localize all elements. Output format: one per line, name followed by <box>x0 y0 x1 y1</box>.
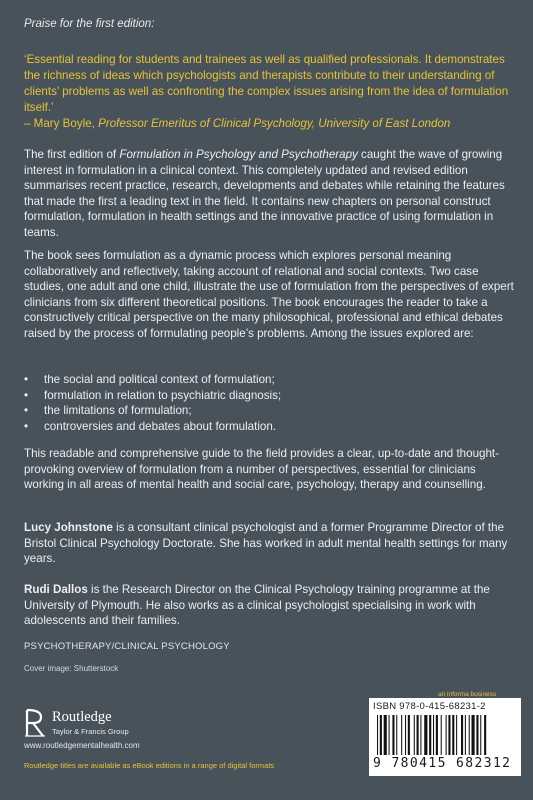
barcode-bar <box>469 715 470 755</box>
quote-attribution <box>24 116 514 132</box>
isbn-text: ISBN 978-0-415-68231-2 <box>373 701 486 712</box>
barcode-digits: 9 780415 682312 <box>373 756 512 771</box>
barcode-bar <box>380 715 382 755</box>
barcode-bar <box>401 715 402 755</box>
list-item: • formulation in relation to psychiatric diagnosis; <box>24 388 504 404</box>
list-item: • the social and political context of formulation; <box>24 372 504 388</box>
ebook-note: Routledge titles are available as eBook editions in a range of digital formats <box>24 761 275 770</box>
summary-paragraph: This readable and comprehensive guide to the field provides a clear, up-to-date and thought-provoking overview of formulation from a number of perspectives, essential for clinicians working in all areas of mental health and social care, psychology, therapy and counselling. <box>24 447 500 492</box>
subject-category: PSYCHOTHERAPY/CLINICAL PSYCHOLOGY <box>24 641 230 652</box>
intro-text-start: The first edition of <box>24 148 120 161</box>
informa-tagline: an informa business <box>438 691 497 698</box>
list-item: • the limitations of formulation; <box>24 403 504 419</box>
author-name: Lucy Johnstone <box>24 521 113 534</box>
author-bio-text: is the Research Director on the Clinical Psychology training programme at the University of Plymouth. He also works as a clinical psychologist specialising in work with adolescents and their families. <box>24 583 490 628</box>
barcode-bar <box>456 715 457 755</box>
attribution-title: Professor Emeritus of Clinical Psychology, University of East London <box>98 117 451 130</box>
barcode-bar <box>424 715 427 755</box>
author-name: Rudi Dallos <box>24 583 88 596</box>
publisher-website[interactable]: www.routledgementalhealth.com <box>24 741 140 750</box>
routledge-logo-icon <box>24 708 46 738</box>
barcode-bar <box>405 715 406 755</box>
barcode-bar <box>436 715 438 755</box>
intro-text-end: caught the wave of growing interest in formulation in a clinical context. This completely updated and revised edition summarises recent practice, research, developments and debates while retaining the features that made the first a leading text in the field. It contains new chapters on personal construct formulation, formulation in health settings and the innovative practice of using formulation in teams. <box>24 148 505 239</box>
barcode-bar <box>452 715 454 755</box>
book-title: Formulation in Psychology and Psychotherapy <box>119 148 358 161</box>
list-item: • controversies and debates about formulation. <box>24 419 504 435</box>
barcode <box>369 698 521 776</box>
barcode-bar <box>441 715 442 755</box>
issues-list <box>24 372 504 434</box>
barcode-bar <box>448 715 450 755</box>
attribution-name: – Mary Boyle, <box>24 117 99 130</box>
barcode-bars <box>375 715 515 755</box>
publisher-group: Taylor & Francis Group <box>52 727 129 736</box>
barcode-bar <box>484 715 486 755</box>
barcode-bar <box>472 715 475 755</box>
cover-credit: Cover image: Shutterstock <box>24 664 119 673</box>
barcode-bar <box>476 715 478 755</box>
barcode-bar <box>377 715 378 755</box>
barcode-bar <box>446 715 447 755</box>
barcode-bar <box>396 715 397 755</box>
quote-text: ‘Essential reading for students and trainees as well as qualified professionals. It demonstrates the richness of ideas which psychologists and therapists contribute to their understanding of clients’ problems as well as confronting the complex issues arising from the idea of formulation itself.’ <box>24 53 509 114</box>
barcode-bar <box>461 715 463 755</box>
barcode-bar <box>420 715 421 755</box>
review-quote <box>24 52 514 132</box>
barcode-bar <box>389 715 390 755</box>
author-bio-dallos <box>24 582 516 629</box>
barcode-bar <box>414 715 415 755</box>
author-bio-johnstone <box>24 520 516 567</box>
description-paragraph: The book sees formulation as a dynamic process which explores personal meaning collaboratively and reflectively, taking account of relational and social contexts. Two case studies, one adult and one child, illustrate the use of formulation from the perspectives of expert clinicians from six different theoretical positions. The book encourages the reader to take a constructively critical perspective on the many philosophical, professional and ethical debates raised by the process of formulating people’s problems. Among the issues explored are: <box>24 249 514 340</box>
barcode-bar <box>429 715 431 755</box>
barcode-bar <box>384 715 387 755</box>
intro-paragraph <box>24 147 516 241</box>
barcode-bar <box>465 715 466 755</box>
publisher-logo <box>24 708 164 738</box>
author-bio-text: is a consultant clinical psychologist and a former Programme Director of the Bristol Clinical Psychology Doctorate. She has worked in adult mental health settings for many years. <box>24 521 508 566</box>
praise-heading: Praise for the first edition: <box>24 18 155 30</box>
barcode-bar <box>408 715 410 755</box>
publisher-name: Routledge <box>52 709 112 725</box>
barcode-bar <box>392 715 394 755</box>
barcode-bar <box>480 715 481 755</box>
barcode-bar <box>417 715 419 755</box>
barcode-bar <box>433 715 434 755</box>
